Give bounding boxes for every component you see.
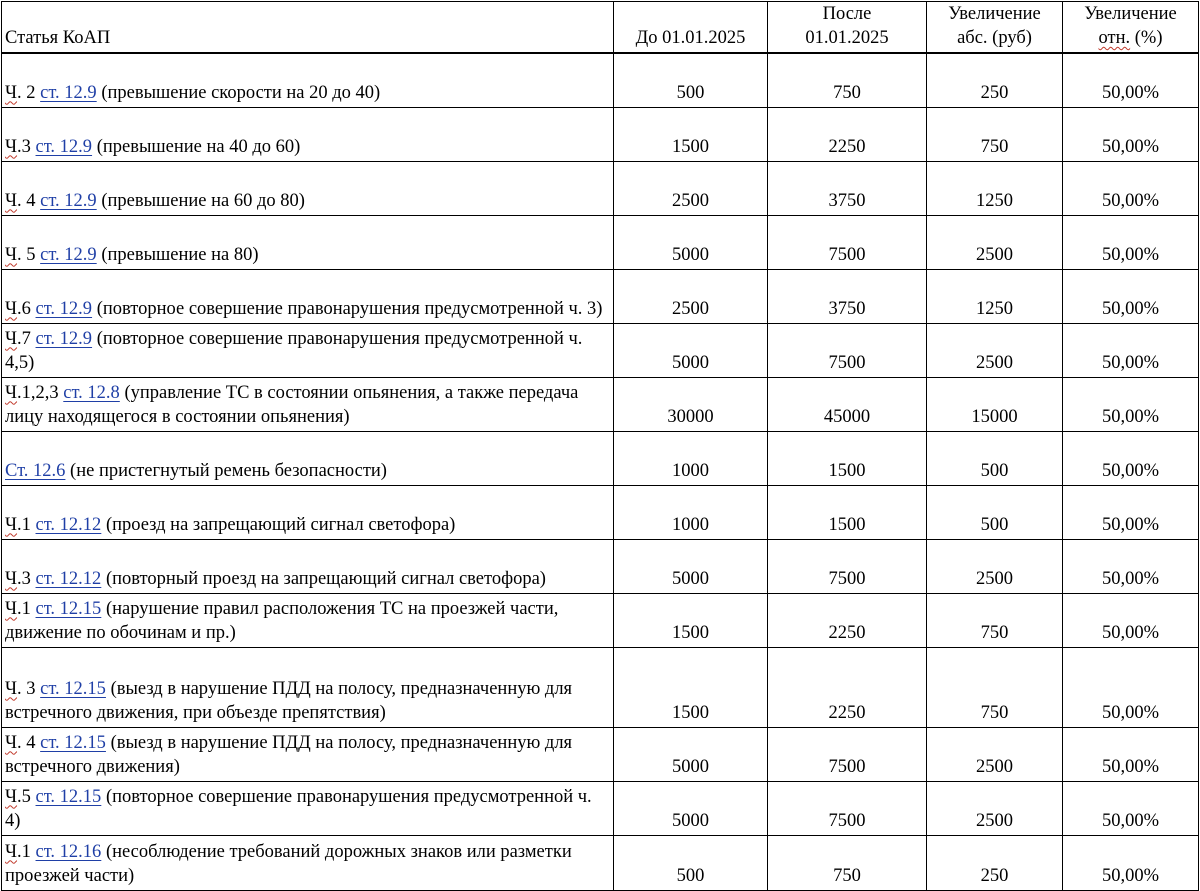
cell-article: [2, 107, 614, 161]
cell-article: [2, 593, 614, 647]
article-description: (несоблюдение требований дорожных знаков или разметки проезжей части): [5, 841, 572, 886]
header-before-label: До 01.01.2025: [635, 28, 746, 48]
article-part-label: Ч: [5, 568, 18, 589]
article-description: (выезд в нарушение ПДД на полосу, предназначенную для встречного движения, при объезде препятствия): [5, 678, 573, 723]
cell-before: 5000: [614, 539, 768, 593]
article-link[interactable]: ст. 12.9: [35, 298, 93, 319]
table-row: [2, 53, 1199, 107]
cell-article: [2, 161, 614, 215]
article-part-label: Ч: [5, 328, 18, 349]
article-part-label: Ч: [5, 598, 18, 619]
cell-rel-increase: 50,00%: [1063, 539, 1199, 593]
cell-after: 7500: [768, 539, 927, 593]
cell-before: 1500: [614, 647, 768, 727]
article-link[interactable]: ст. 12.15: [40, 732, 106, 753]
cell-rel-increase: 50,00%: [1063, 215, 1199, 269]
cell-before: 2500: [614, 269, 768, 323]
cell-article: [2, 727, 614, 781]
header-abs-line2: абс. (руб): [957, 28, 1032, 48]
header-after-line2: 01.01.2025: [805, 28, 889, 48]
header-abs-increase: [927, 2, 1063, 54]
cell-abs-increase: 2500: [927, 727, 1063, 781]
table-body: [2, 53, 1199, 890]
cell-after: 2250: [768, 107, 927, 161]
cell-before: 5000: [614, 323, 768, 377]
article-description: (превышение на 60 до 80): [96, 190, 305, 211]
cell-article: [2, 431, 614, 485]
table-row: [2, 269, 1199, 323]
article-part-number: . 5: [17, 244, 41, 265]
cell-after: 2250: [768, 593, 927, 647]
cell-rel-increase: 50,00%: [1063, 377, 1199, 431]
article-description: (повторное совершение правонарушения предусмотренной ч. 4): [5, 786, 592, 831]
cell-after: 7500: [768, 323, 927, 377]
cell-abs-increase: 1250: [927, 269, 1063, 323]
article-link[interactable]: ст. 12.15: [40, 678, 106, 699]
cell-rel-increase: 50,00%: [1063, 485, 1199, 539]
article-part-number: .3: [17, 136, 36, 157]
article-link[interactable]: ст. 12.12: [35, 514, 102, 535]
cell-after: 3750: [768, 269, 927, 323]
header-before: [614, 2, 768, 54]
cell-after: 3750: [768, 161, 927, 215]
cell-rel-increase: 50,00%: [1063, 53, 1199, 107]
article-part-number: .1,2,3: [17, 382, 64, 403]
cell-after: 1500: [768, 431, 927, 485]
article-part-label: Ч: [5, 732, 18, 753]
table-row: [2, 593, 1199, 647]
cell-after: 45000: [768, 377, 927, 431]
header-after-line1: После: [822, 4, 872, 24]
cell-article: [2, 781, 614, 835]
cell-before: 30000: [614, 377, 768, 431]
table-row: [2, 781, 1199, 835]
article-part-label: Ч: [5, 136, 18, 157]
cell-before: 1500: [614, 593, 768, 647]
header-rel-line1: Увеличение: [1084, 4, 1177, 24]
cell-abs-increase: 500: [927, 431, 1063, 485]
article-link[interactable]: Ст. 12.6: [5, 460, 66, 481]
header-article-label: Статья КоАП: [5, 28, 111, 48]
cell-rel-increase: 50,00%: [1063, 323, 1199, 377]
cell-before: 1000: [614, 485, 768, 539]
header-row: [2, 2, 1199, 54]
article-link[interactable]: ст. 12.15: [35, 598, 102, 619]
table-header: [2, 2, 1199, 54]
cell-rel-increase: 50,00%: [1063, 781, 1199, 835]
article-description: (повторный проезд на запрещающий сигнал светофора): [101, 568, 546, 589]
header-rel-increase: [1063, 2, 1199, 54]
article-link[interactable]: ст. 12.9: [40, 190, 97, 211]
article-description: (не пристегнутый ремень безопасности): [65, 460, 387, 481]
header-article: [2, 2, 614, 54]
cell-before: 1500: [614, 107, 768, 161]
article-part-label: Ч: [5, 678, 18, 699]
table-row: [2, 323, 1199, 377]
cell-before: 1000: [614, 431, 768, 485]
cell-rel-increase: 50,00%: [1063, 593, 1199, 647]
cell-rel-increase: 50,00%: [1063, 269, 1199, 323]
cell-before: 500: [614, 835, 768, 890]
table-row: [2, 835, 1199, 890]
article-link[interactable]: ст. 12.15: [35, 786, 102, 807]
cell-before: 500: [614, 53, 768, 107]
article-link[interactable]: ст. 12.8: [63, 382, 120, 403]
cell-after: 750: [768, 835, 927, 890]
cell-abs-increase: 500: [927, 485, 1063, 539]
cell-abs-increase: 2500: [927, 539, 1063, 593]
article-part-number: .7: [17, 328, 36, 349]
article-description: (нарушение правил расположения ТС на проезжей части, движение по обочинам и пр.): [5, 598, 559, 643]
article-part-number: .1: [17, 514, 36, 535]
cell-after: 7500: [768, 781, 927, 835]
cell-abs-increase: 750: [927, 647, 1063, 727]
article-part-number: .5: [17, 786, 36, 807]
cell-abs-increase: 750: [927, 593, 1063, 647]
cell-article: [2, 835, 614, 890]
cell-abs-increase: 750: [927, 107, 1063, 161]
cell-after: 750: [768, 53, 927, 107]
article-link[interactable]: ст. 12.16: [35, 841, 102, 862]
cell-after: 7500: [768, 727, 927, 781]
header-rel-line2-rest: (%): [1130, 28, 1163, 48]
table-row: [2, 485, 1199, 539]
cell-article: [2, 53, 614, 107]
cell-rel-increase: 50,00%: [1063, 161, 1199, 215]
cell-abs-increase: 1250: [927, 161, 1063, 215]
table-row: [2, 727, 1199, 781]
cell-rel-increase: 50,00%: [1063, 107, 1199, 161]
article-part-label: Ч: [5, 841, 18, 862]
cell-abs-increase: 250: [927, 53, 1063, 107]
article-part-number: . 4: [17, 190, 41, 211]
cell-rel-increase: 50,00%: [1063, 431, 1199, 485]
table-row: [2, 431, 1199, 485]
article-part-number: .6: [17, 298, 36, 319]
cell-after: 2250: [768, 647, 927, 727]
table-row: [2, 539, 1199, 593]
cell-article: [2, 485, 614, 539]
cell-abs-increase: 250: [927, 835, 1063, 890]
fines-table: [1, 1, 1199, 891]
article-part-number: .3: [17, 568, 36, 589]
cell-abs-increase: 2500: [927, 323, 1063, 377]
article-part-label: Ч: [5, 82, 18, 103]
table-row: [2, 215, 1199, 269]
article-part-label: Ч: [5, 382, 18, 403]
cell-article: [2, 323, 614, 377]
article-part-label: Ч: [5, 786, 18, 807]
cell-rel-increase: 50,00%: [1063, 727, 1199, 781]
cell-before: 2500: [614, 161, 768, 215]
article-link[interactable]: ст. 12.12: [35, 568, 102, 589]
cell-before: 5000: [614, 215, 768, 269]
cell-article: [2, 539, 614, 593]
article-link[interactable]: ст. 12.9: [35, 136, 93, 157]
cell-abs-increase: 2500: [927, 215, 1063, 269]
table-row: [2, 647, 1199, 727]
article-description: (проезд на запрещающий сигнал светофора): [101, 514, 456, 535]
article-part-number: . 2: [17, 82, 41, 103]
article-description: (управление ТС в состоянии опьянения, а также передача лицу находящегося в состоянии опьянения): [5, 382, 579, 427]
article-description: (превышение на 80): [96, 244, 259, 265]
article-part-label: Ч: [5, 298, 18, 319]
cell-rel-increase: 50,00%: [1063, 647, 1199, 727]
cell-abs-increase: 15000: [927, 377, 1063, 431]
table-row: [2, 377, 1199, 431]
article-link[interactable]: ст. 12.9: [40, 82, 97, 103]
article-description: (выезд в нарушение ПДД на полосу, предназначенную для встречного движения): [5, 732, 573, 777]
cell-before: 5000: [614, 727, 768, 781]
cell-article: [2, 215, 614, 269]
article-description: (повторное совершение правонарушения предусмотренной ч. 4,5): [5, 328, 583, 373]
cell-rel-increase: 50,00%: [1063, 835, 1199, 890]
cell-article: [2, 647, 614, 727]
cell-abs-increase: 2500: [927, 781, 1063, 835]
article-description: (превышение скорости на 20 до 40): [96, 82, 381, 103]
article-part-label: Ч: [5, 244, 18, 265]
header-rel-line2: отн.: [1098, 28, 1131, 48]
article-part-number: .1: [17, 841, 36, 862]
header-after: [768, 2, 927, 54]
article-description: (превышение на 40 до 60): [92, 136, 301, 157]
header-abs-line1: Увеличение: [948, 4, 1041, 24]
article-part-number: . 3: [17, 678, 41, 699]
article-part-label: Ч: [5, 190, 18, 211]
cell-article: [2, 269, 614, 323]
cell-after: 7500: [768, 215, 927, 269]
article-part-label: Ч: [5, 514, 18, 535]
cell-after: 1500: [768, 485, 927, 539]
article-part-number: . 4: [17, 732, 41, 753]
cell-article: [2, 377, 614, 431]
cell-before: 5000: [614, 781, 768, 835]
table-row: [2, 161, 1199, 215]
article-part-number: .1: [17, 598, 36, 619]
article-link[interactable]: ст. 12.9: [35, 328, 93, 349]
table-row: [2, 107, 1199, 161]
article-link[interactable]: ст. 12.9: [40, 244, 97, 265]
article-description: (повторное совершение правонарушения предусмотренной ч. 3): [92, 298, 603, 319]
